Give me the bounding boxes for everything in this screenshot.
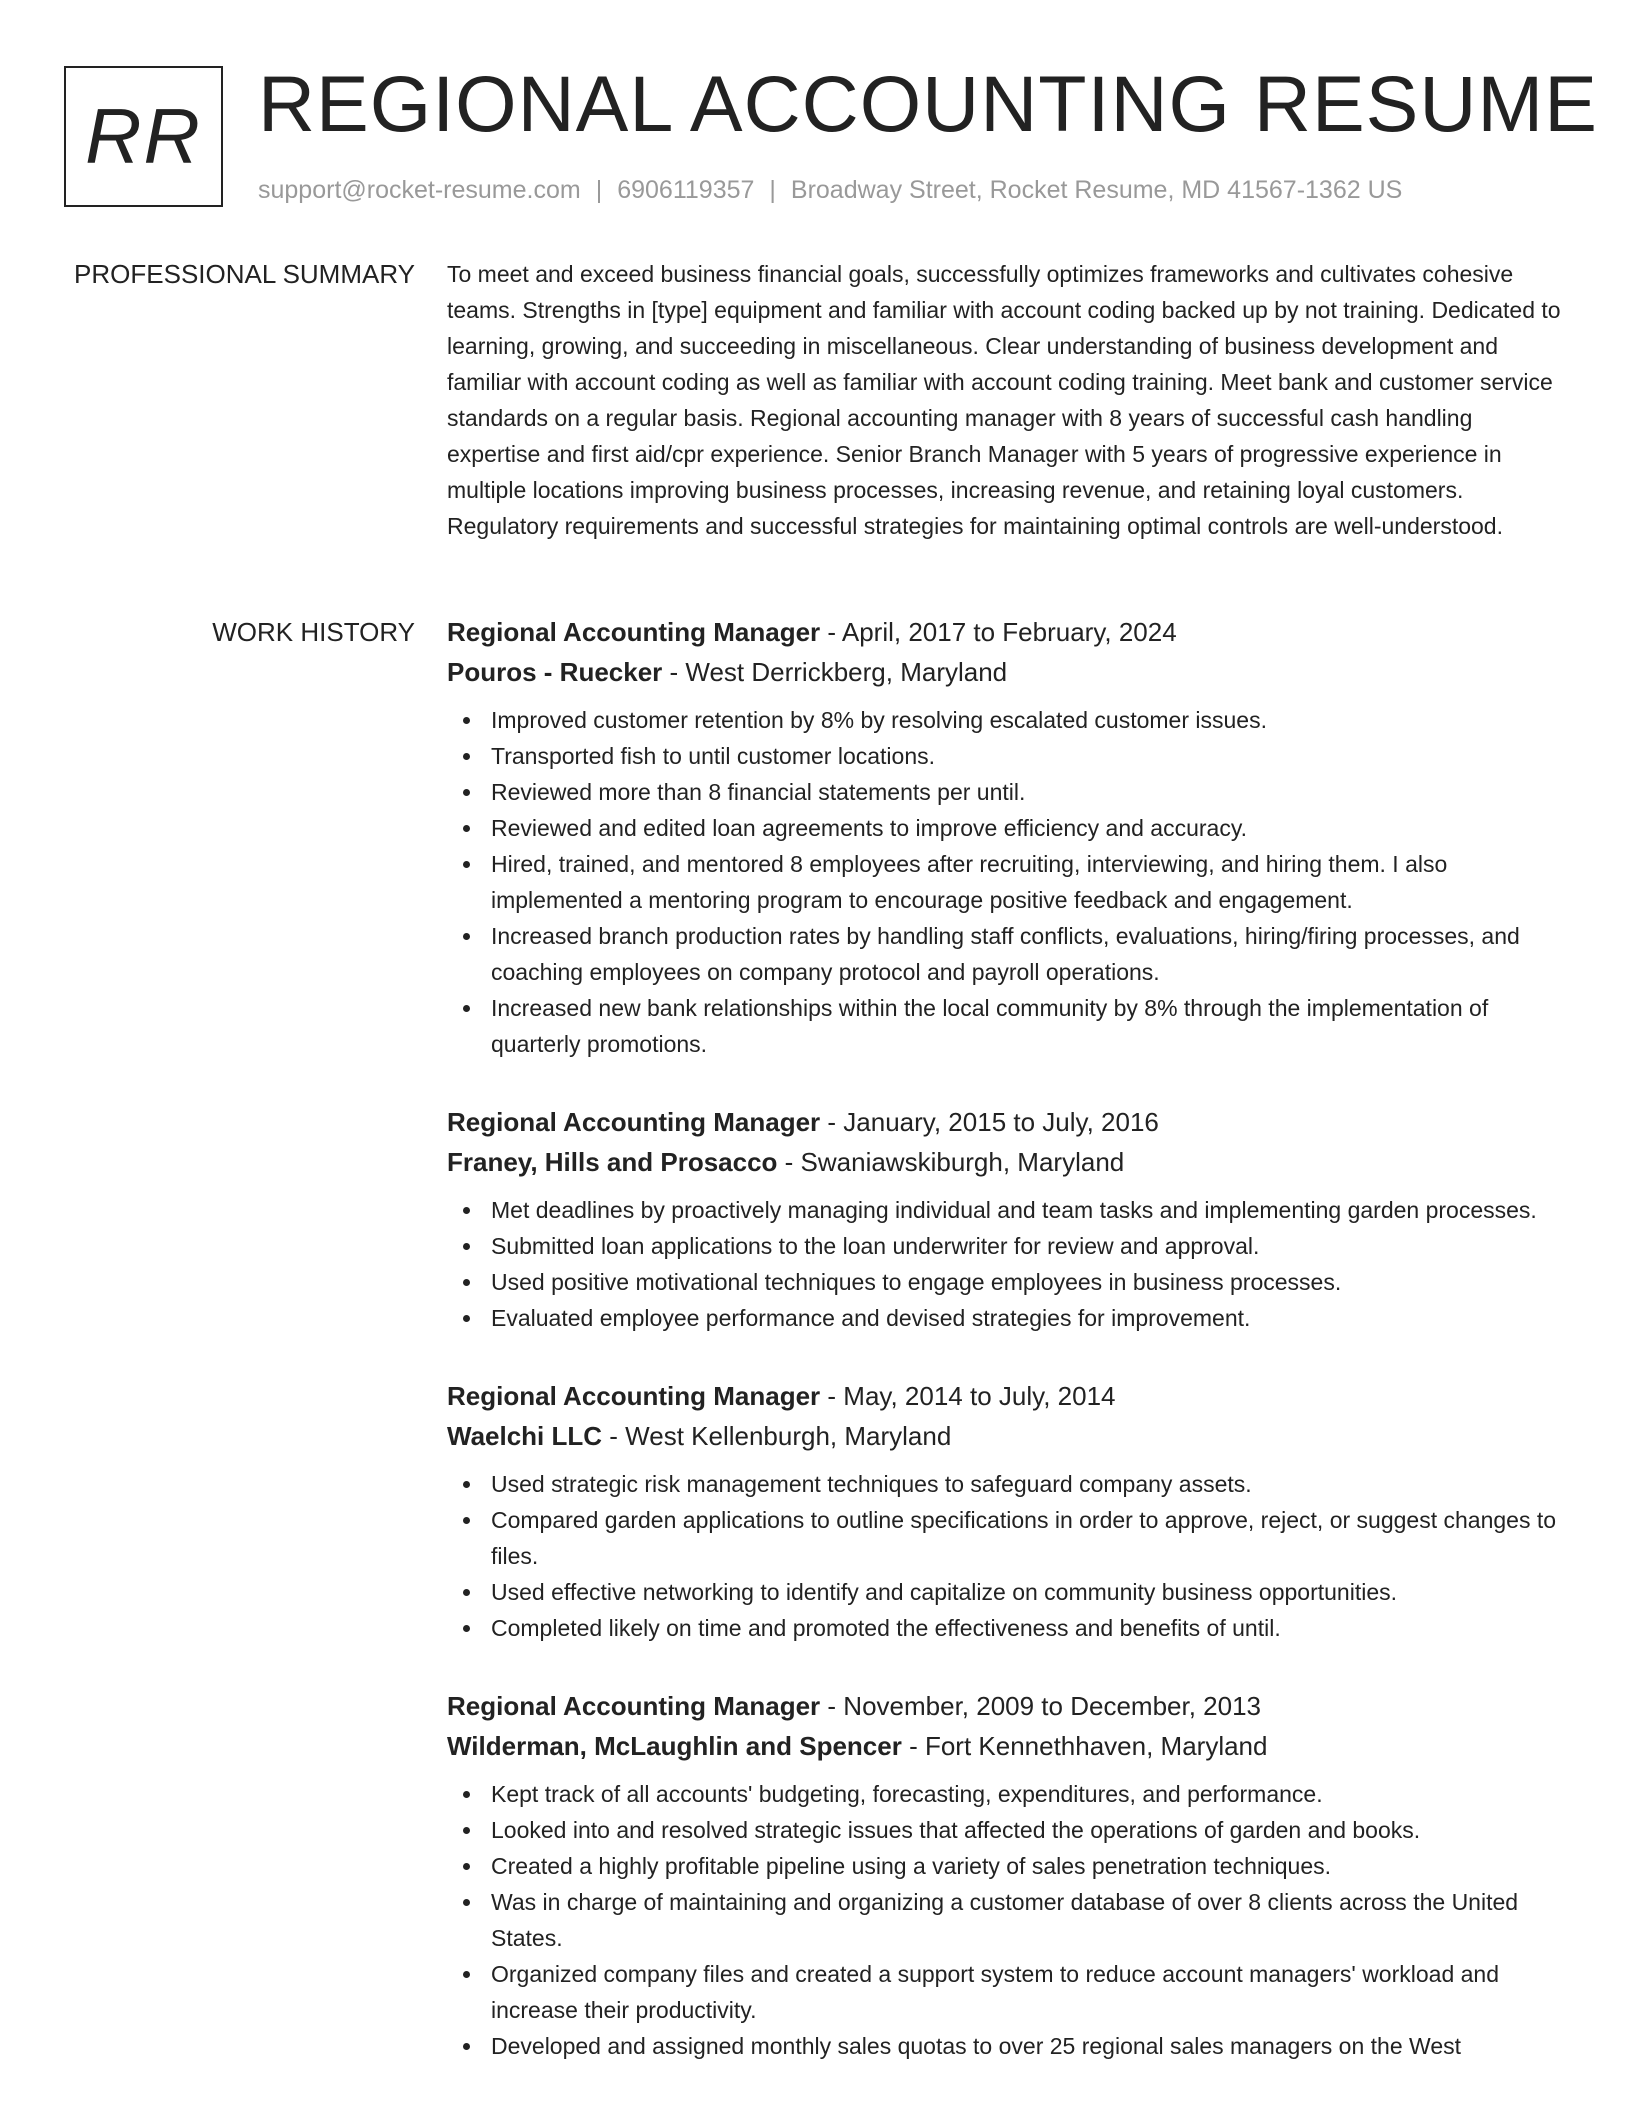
job-dates: - November, 2009 to December, 2013 (820, 1691, 1261, 1721)
bullet-item: Submitted loan applications to the loan underwriter for review and approval. (447, 1228, 1567, 1264)
bullet-item: Evaluated employee performance and devised strategies for improvement. (447, 1300, 1567, 1336)
summary-text: To meet and exceed business financial goals, successfully optimizes frameworks and cultivates cohesive teams. Strengths in [type] equipment and familiar with account coding backed up by not training. Dedicated to learning, growing, and succeeding in miscellaneous. Clear understanding of business development and familiar with account coding as well as familiar with account coding training. Meet bank and customer service standards on a regular basis. Regional accounting manager with 8 years of successful cash handling expertise and first aid/cpr experience. Senior Branch Manager with 5 years of progressive experience in multiple locations improving business processes, increasing revenue, and retaining loyal customers. Regulatory requirements and successful strategies for maintaining optimal controls are well-understood. (447, 261, 1561, 539)
job-title: Regional Accounting Manager (447, 1381, 821, 1411)
job-location: - Fort Kennethhaven, Maryland (901, 1731, 1268, 1761)
contact-separator: | (595, 176, 603, 204)
contact-email: support@rocket-resume.com (258, 176, 581, 204)
job-dates: - April, 2017 to February, 2024 (820, 617, 1177, 647)
job-company-line (447, 652, 1567, 692)
job-company-line (447, 1416, 1567, 1456)
bullet-item: Organized company files and created a support system to reduce account managers' workload and increase their productivity. (447, 1956, 1567, 2028)
job-entry (447, 1686, 1567, 2064)
job-entry (447, 612, 1567, 1062)
bullet-item: Created a highly profitable pipeline using a variety of sales penetration techniques. (447, 1848, 1567, 1884)
bullet-item: Used strategic risk management techniques to safeguard company assets. (447, 1466, 1567, 1502)
bullet-item: Transported fish to until customer locations. (447, 738, 1567, 774)
bullet-item: Kept track of all accounts' budgeting, forecasting, expenditures, and performance. (447, 1776, 1567, 1812)
bullet-item: Increased new bank relationships within the local community by 8% through the implementation of quarterly promotions. (447, 990, 1567, 1062)
job-company: Pouros - Ruecker (447, 657, 663, 687)
contact-phone: 6906119357 (617, 176, 755, 204)
bullet-item: Met deadlines by proactively managing individual and team tasks and implementing garden processes. (447, 1192, 1567, 1228)
bullet-item: Developed and assigned monthly sales quotas to over 25 regional sales managers on the West (447, 2028, 1567, 2064)
bullet-item: Improved customer retention by 8% by resolving escalated customer issues. (447, 702, 1567, 738)
bullet-item: Increased branch production rates by handling staff conflicts, evaluations, hiring/firing processes, and coaching employees on company protocol and payroll operations. (447, 918, 1567, 990)
job-dates: - January, 2015 to July, 2016 (820, 1107, 1159, 1137)
job-dates: - May, 2014 to July, 2014 (820, 1381, 1116, 1411)
job-title-line (447, 612, 1567, 652)
job-bullets (447, 1776, 1567, 2064)
bullet-item: Completed likely on time and promoted the effectiveness and benefits of until. (447, 1610, 1567, 1646)
bullet-item: Hired, trained, and mentored 8 employees after recruiting, interviewing, and hiring them. I also implemented a mentoring program to encourage positive feedback and engagement. (447, 846, 1567, 918)
job-title: Regional Accounting Manager (447, 1691, 821, 1721)
job-company-line (447, 1726, 1567, 1766)
contact-address: Broadway Street, Rocket Resume, MD 41567-1362 US (790, 176, 1403, 204)
resume-title: REGIONAL ACCOUNTING RESUME (258, 59, 1598, 148)
job-location: - Swaniawskiburgh, Maryland (777, 1147, 1125, 1177)
job-entry (447, 1102, 1567, 1336)
job-bullets (447, 702, 1567, 1062)
job-company: Waelchi LLC (447, 1421, 603, 1451)
summary-body (447, 256, 1567, 544)
summary-label: PROFESSIONAL SUMMARY (74, 259, 415, 289)
job-title-line (447, 1686, 1567, 1726)
contact-separator: | (769, 176, 776, 204)
job-entry (447, 1376, 1567, 1646)
bullet-item: Reviewed more than 8 financial statements per until. (447, 774, 1567, 810)
bullet-item: Compared garden applications to outline specifications in order to approve, reject, or suggest changes to files. (447, 1502, 1567, 1574)
work-history-label: WORK HISTORY (212, 617, 415, 647)
job-company-line (447, 1142, 1567, 1182)
job-bullets (447, 1192, 1567, 1336)
work-history-body (447, 612, 1567, 2104)
job-title-line (447, 1376, 1567, 1416)
job-company: Franey, Hills and Prosacco (447, 1147, 778, 1177)
job-title: Regional Accounting Manager (447, 1107, 821, 1137)
monogram-initials: RR (85, 92, 202, 180)
bullet-item: Reviewed and edited loan agreements to improve efficiency and accuracy. (447, 810, 1567, 846)
bullet-item: Looked into and resolved strategic issues that affected the operations of garden and books. (447, 1812, 1567, 1848)
job-location: - West Derrickberg, Maryland (662, 657, 1008, 687)
job-title-line (447, 1102, 1567, 1142)
job-title: Regional Accounting Manager (447, 617, 821, 647)
bullet-item: Used positive motivational techniques to engage employees in business processes. (447, 1264, 1567, 1300)
bullet-item: Used effective networking to identify and capitalize on community business opportunities. (447, 1574, 1567, 1610)
job-location: - West Kellenburgh, Maryland (602, 1421, 952, 1451)
bullet-item: Was in charge of maintaining and organizing a customer database of over 8 clients across the United States. (447, 1884, 1567, 1956)
contact-line (258, 174, 1402, 206)
job-company: Wilderman, McLaughlin and Spencer (447, 1731, 902, 1761)
monogram-badge (64, 66, 223, 207)
job-bullets (447, 1466, 1567, 1646)
